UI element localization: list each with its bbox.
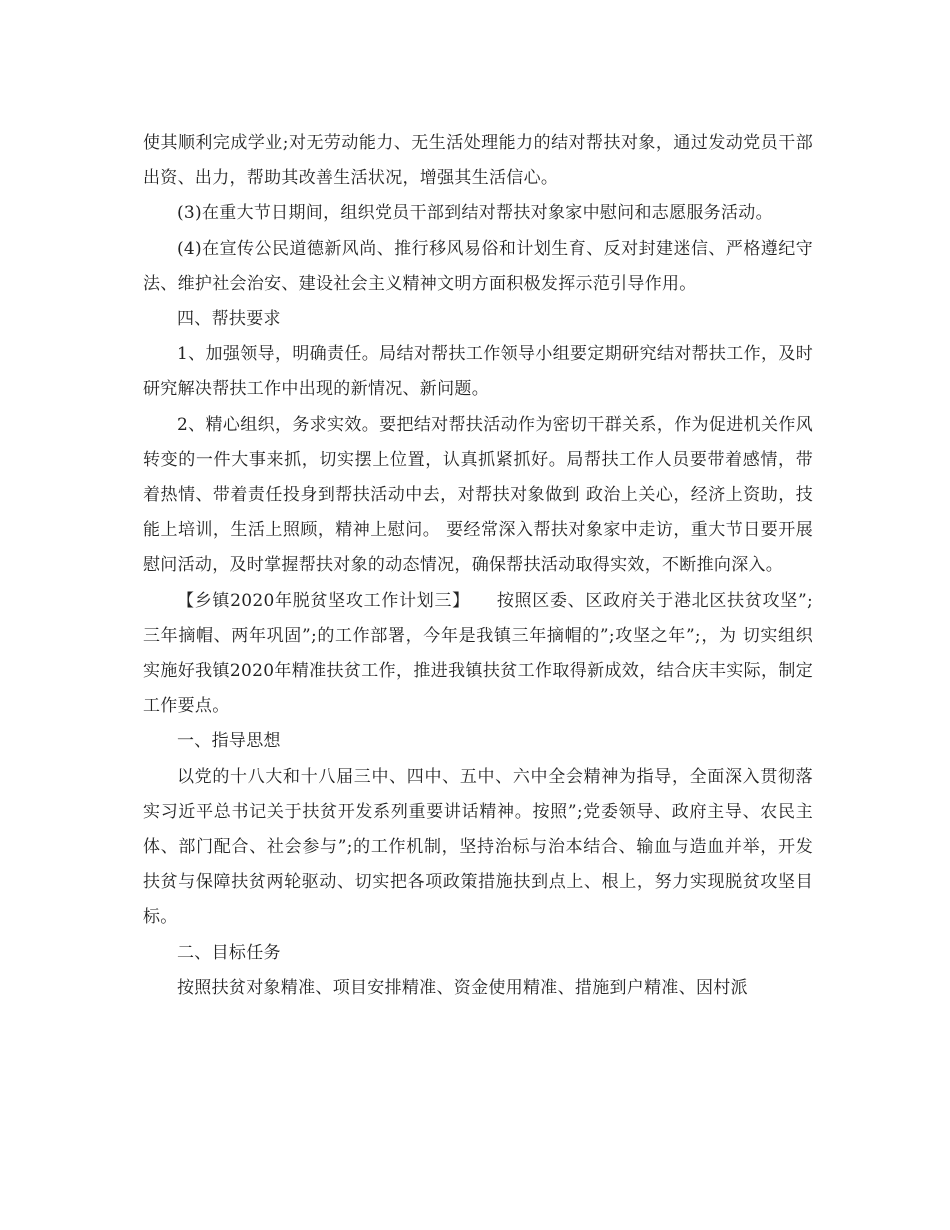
section-heading-target-tasks: 二、目标任务 bbox=[177, 942, 281, 963]
paragraph-5: 1、加强领导，明确责任。局结对帮扶工作领导小组要定期研究结对帮扶工作，及时研究解决帮扶工作中出现的新情况、新问题。 bbox=[143, 344, 813, 400]
paragraph-6: 2、精心组织，务求实效。要把结对帮扶活动作为密切干群关系，作为促进机关作风转变的一件大事来抓，切实摆上位置，认真抓紧抓好。局帮扶工作人员要带着感情，带着热情、带着责任投身到帮扶活动中去，对帮扶对象做到 政治上关心，经济上资助，技能上培训，生活上照顾，精神上慰问。 要经常深入帮扶对象家中走访，重大节日要开展慰问活动，及时掌握帮扶对象的动态情况，确保帮扶活动取得实效，不断推向深入。 bbox=[143, 414, 813, 576]
paragraph-3: (4)在宣传公民道德新风尚、推行移风易俗和计划生育、反对封建迷信、严格遵纪守法、维护社会治安、建设社会主义精神文明方面积极发挥示范引导作用。 bbox=[143, 238, 813, 294]
section-heading-guiding-ideology: 一、指导思想 bbox=[177, 731, 281, 752]
section-heading-help-requirements: 四、帮扶要求 bbox=[177, 309, 281, 330]
paragraph-1: 使其顺利完成学业;对无劳动能力、无生活处理能力的结对帮扶对象，通过发动党员干部出资、出力，帮助其改善生活状况，增强其生活信心。 bbox=[143, 133, 813, 189]
paragraph-11: 按照扶贫对象精准、项目安排精准、资金使用精准、措施到户精准、因村派 bbox=[177, 977, 748, 998]
paragraph-plan-three-intro: 【乡镇2020年脱贫坚攻工作计划三】 按照区委、区政府关于港北区扶贫攻坚”;三年摘帽、两年巩固”;的工作部署，今年是我镇三年摘帽的”;攻坚之年”;，为 切实组织实施好我镇2020年精准扶贫工作，推进我镇扶贫工作取得新成效，结合庆丰实际，制定工作要点。 bbox=[143, 590, 813, 717]
paragraph-2: (3)在重大节日期间，组织党员干部到结对帮扶对象家中慰问和志愿服务活动。 bbox=[177, 203, 773, 224]
paragraph-9: 以党的十八大和十八届三中、四中、五中、六中全会精神为指导，全面深入贯彻落实习近平总书记关于扶贫开发系列重要讲话精神。按照”;党委领导、政府主导、农民主体、部门配合、社会参与”;的工作机制，坚持治标与治本结合、输血与造血并举，开发扶贫与保障扶贫两轮驱动、切实把各项政策措施扶到点上、根上，努力实现脱贫攻坚目标。 bbox=[143, 766, 813, 928]
document-body bbox=[143, 126, 813, 1006]
